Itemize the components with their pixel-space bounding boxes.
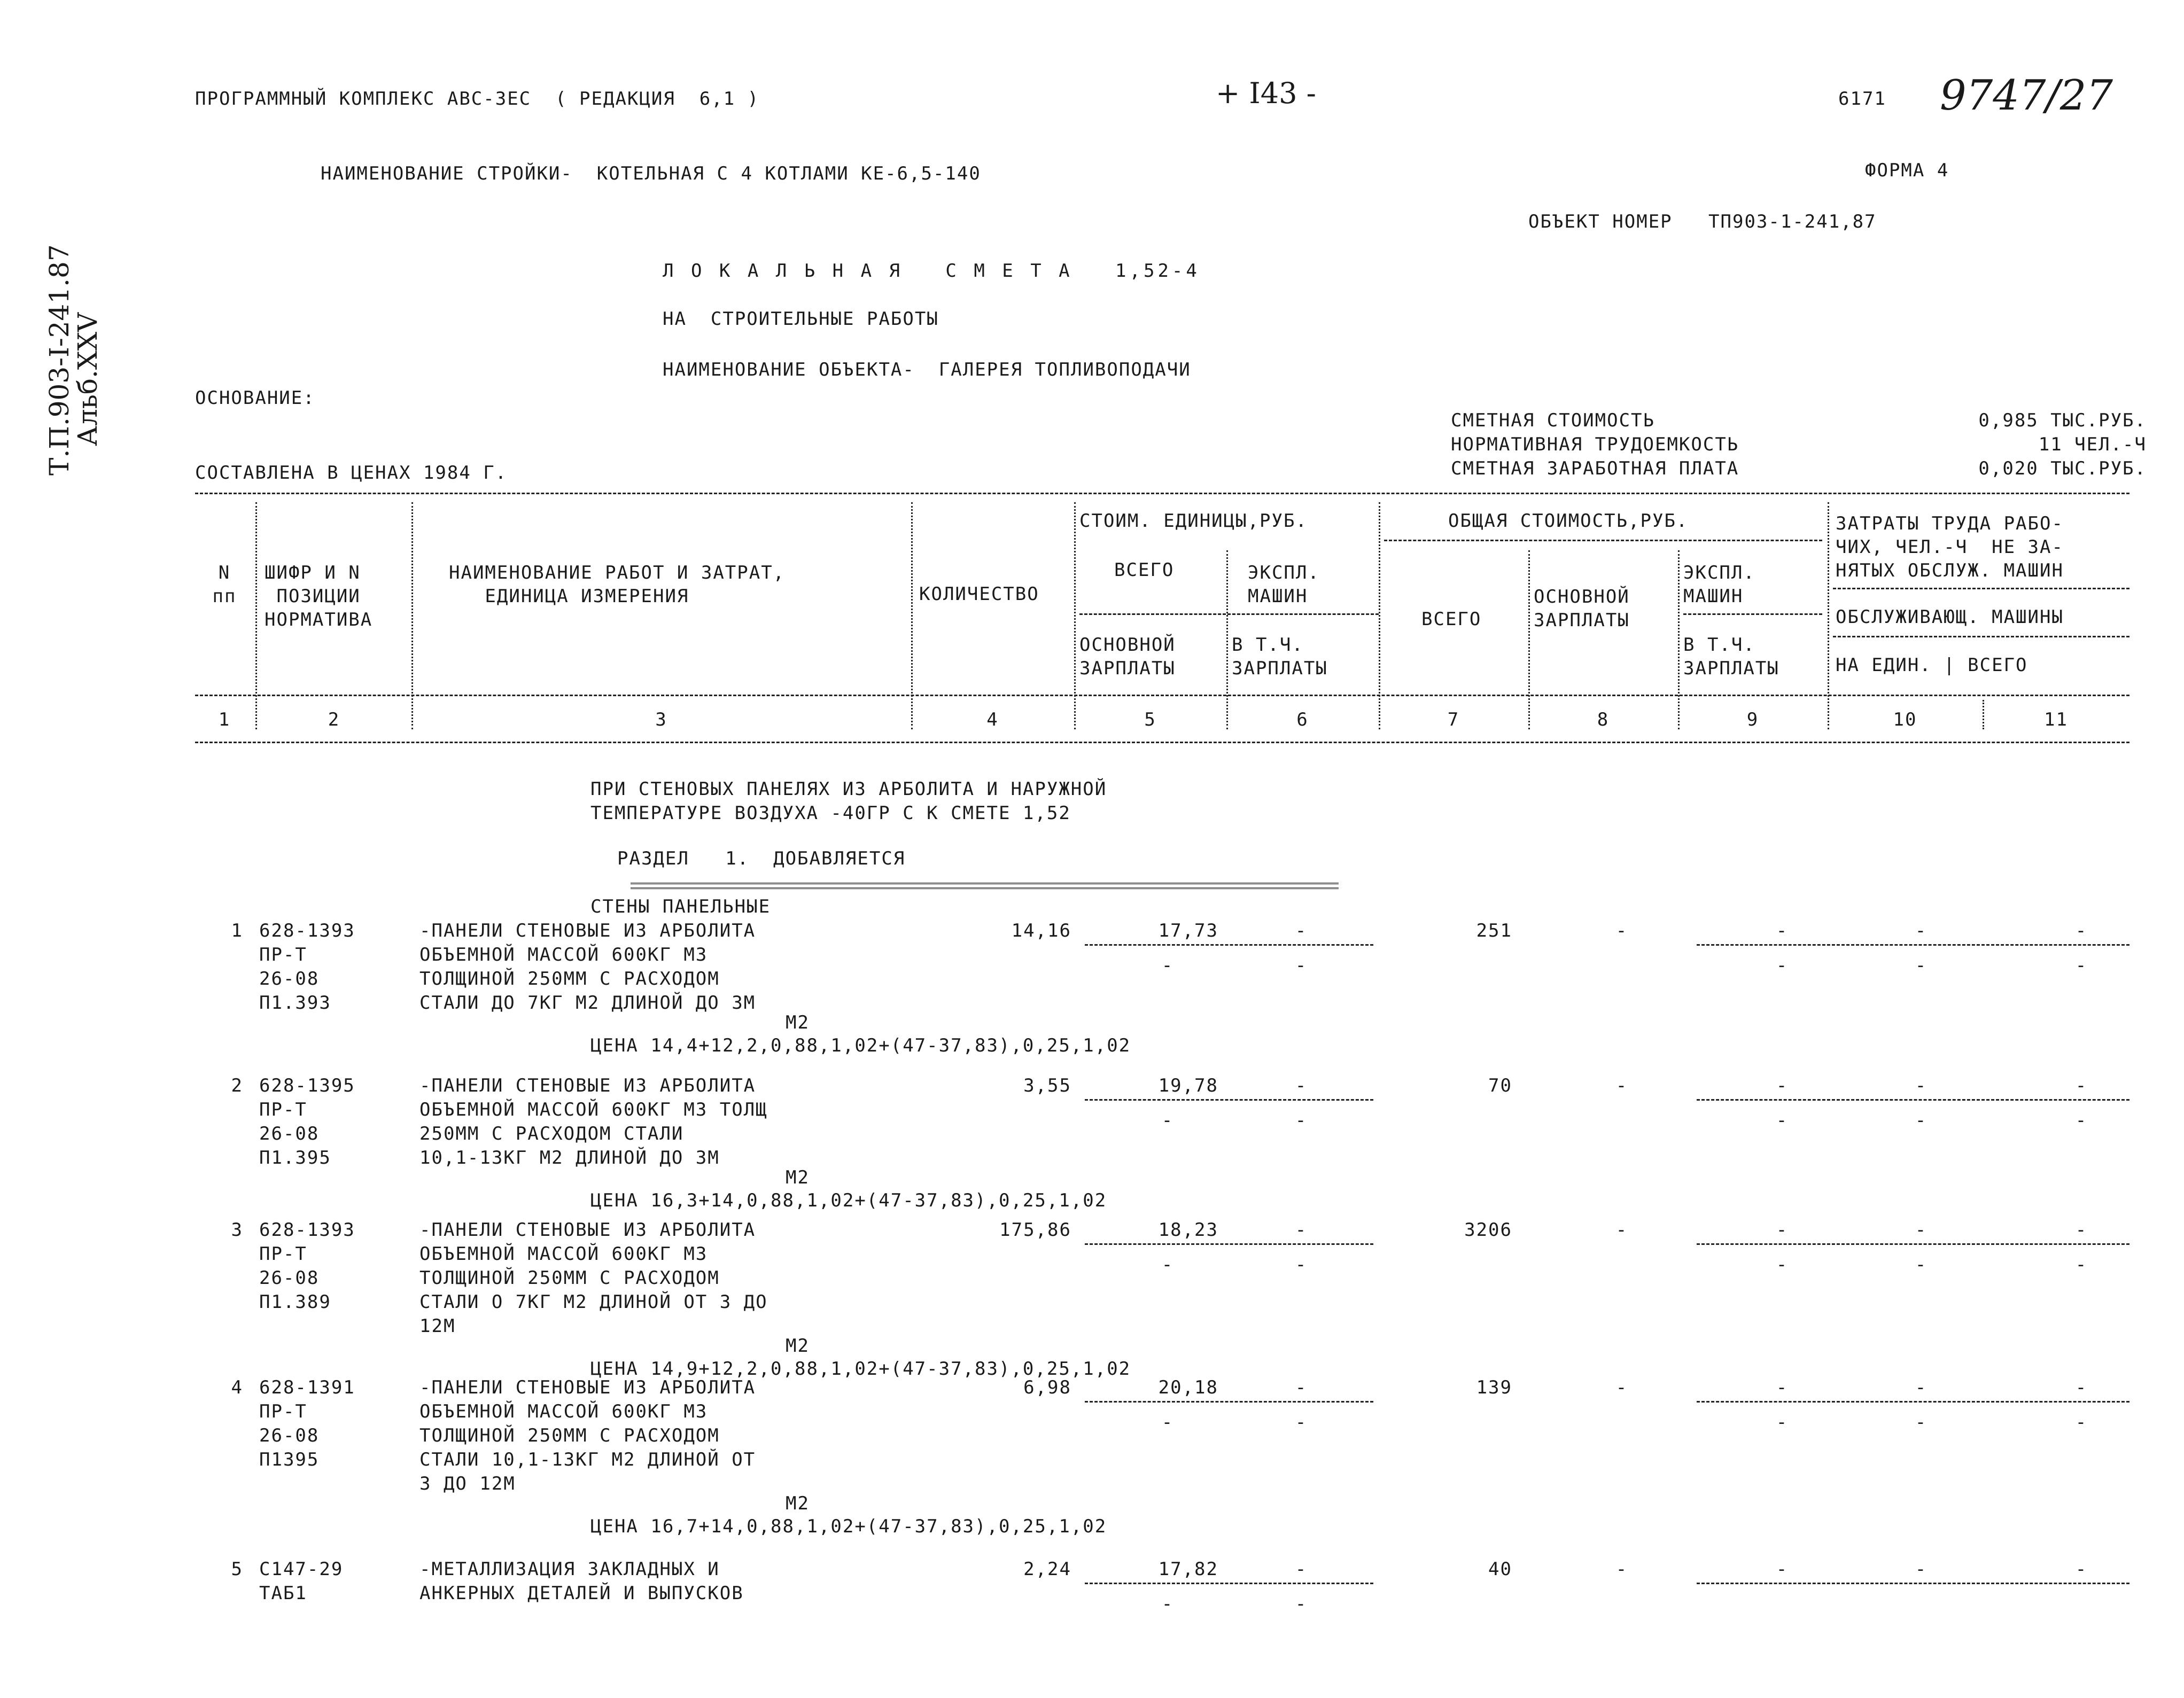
row-total-rule xyxy=(1697,1243,2129,1245)
object-number: ОБЪЕКТ НОМЕР ТП903-1-241,87 xyxy=(1528,211,1877,232)
row-price-formula: ЦЕНА 16,3+14,0,88,1,02+(47-37,83),0,25,1,02 xyxy=(590,1190,1107,1211)
col-num-8: 8 xyxy=(1597,709,1610,730)
row-unit-ekspl: - xyxy=(1295,1559,1308,1580)
row-unit: М2 xyxy=(786,1012,810,1033)
row-code: 628-1395 xyxy=(259,1075,355,1096)
row-description: СТАЛИ О 7КГ М2 ДЛИНОЙ ОТ 3 ДО xyxy=(419,1291,768,1313)
row-labor-total: - xyxy=(2075,1075,2088,1096)
row-description: ТОЛЩИНОЙ 250ММ С РАСХОДОМ xyxy=(419,968,720,990)
row-total-vtch: - xyxy=(1776,955,1789,976)
col-num-6: 6 xyxy=(1296,709,1309,730)
row-number: 5 xyxy=(231,1559,243,1580)
row-unit-vtch: - xyxy=(1295,1593,1308,1615)
row-description: АНКЕРНЫХ ДЕТАЛЕЙ И ВЫПУСКОВ xyxy=(419,1583,744,1604)
document-subtitle: НА СТРОИТЕЛЬНЫЕ РАБОТЫ xyxy=(663,308,939,330)
col-num-5: 5 xyxy=(1144,709,1156,730)
row-price-formula: ЦЕНА 14,9+12,2,0,88,1,02+(47-37,83),0,25,1,02 xyxy=(590,1358,1131,1380)
row-unit-ekspl: - xyxy=(1295,1075,1308,1096)
row-total-vtch: - xyxy=(1776,1110,1789,1131)
row-unit-osn: - xyxy=(1161,1412,1174,1433)
vsep xyxy=(255,502,257,729)
col-header-unit-vtch: В Т.Ч. ЗАРПЛАТЫ xyxy=(1232,634,1328,680)
row-labor-unit: - xyxy=(1915,1219,1927,1241)
row-quantity: 14,16 xyxy=(1011,920,1071,941)
col-num-10: 10 xyxy=(1893,709,1917,730)
page-number: + I43 - xyxy=(1216,76,1316,110)
row-unit-price-rule xyxy=(1085,1583,1373,1584)
intro-line-2: ТЕМПЕРАТУРЕ ВОЗДУХА -40ГР С К СМЕТЕ 1,52 xyxy=(590,803,1071,824)
section-title: РАЗДЕЛ 1. ДОБАВЛЯЕТСЯ xyxy=(617,848,906,869)
row-total-rule xyxy=(1697,944,2129,946)
row-unit-price: 18,23 xyxy=(1158,1219,1218,1241)
row-description: -ПАНЕЛИ СТЕНОВЫЕ ИЗ АРБОЛИТА xyxy=(419,1377,756,1398)
row-labor-total-2: - xyxy=(2075,1412,2088,1433)
col-header-unit-ekspl: ЭКСПЛ. МАШИН xyxy=(1248,562,1320,607)
row-total: 70 xyxy=(1488,1075,1512,1096)
vsep xyxy=(1379,502,1380,729)
row-number: 3 xyxy=(231,1219,243,1241)
hrule xyxy=(1833,636,2129,637)
col-num-7: 7 xyxy=(1447,709,1460,730)
row-total-rule xyxy=(1697,1583,2129,1584)
vsep xyxy=(1226,550,1228,729)
hrule xyxy=(1833,588,2129,589)
row-total-osn: - xyxy=(1615,1075,1628,1096)
summary-value-labor: 11 ЧЕЛ.-Ч xyxy=(2038,434,2147,455)
vsep xyxy=(1828,502,1829,729)
row-code: 628-1393 xyxy=(259,920,355,941)
row-labor-unit: - xyxy=(1915,920,1927,941)
row-unit-osn: - xyxy=(1161,1254,1174,1275)
row-code: 628-1391 xyxy=(259,1377,355,1398)
row-labor-total-2: - xyxy=(2075,955,2088,976)
row-total-vtch: - xyxy=(1776,1412,1789,1433)
row-unit-price: 17,82 xyxy=(1158,1559,1218,1580)
row-description: -МЕТАЛЛИЗАЦИЯ ЗАКЛАДНЫХ И xyxy=(419,1559,720,1580)
summary-label-wage: СМЕТНАЯ ЗАРАБОТНАЯ ПЛАТА xyxy=(1451,458,1739,479)
col-header-labor: ЗАТРАТЫ ТРУДА РАБО- ЧИХ, ЧЕЛ.-Ч НЕ ЗА- НЯТЫХ ОБСЛУЖ. МАШИН xyxy=(1836,513,2064,582)
hrule xyxy=(1683,613,1822,615)
row-price-formula: ЦЕНА 16,7+14,0,88,1,02+(47-37,83),0,25,1,02 xyxy=(590,1516,1107,1537)
col-num-3: 3 xyxy=(655,709,667,730)
header-rule-top xyxy=(195,493,2129,494)
row-total: 3206 xyxy=(1464,1219,1512,1241)
row-labor-unit: - xyxy=(1915,1377,1927,1398)
col-num-4: 4 xyxy=(986,709,999,730)
document-title: Л О К А Л Ь Н А Я С М Е Т А 1,52-4 xyxy=(663,260,1200,282)
row-unit-price: 17,73 xyxy=(1158,920,1218,941)
col-header-unit-osn: ОСНОВНОЙ ЗАРПЛАТЫ xyxy=(1079,634,1176,680)
intro-line-1: ПРИ СТЕНОВЫХ ПАНЕЛЯХ ИЗ АРБОЛИТА И НАРУЖНОЙ xyxy=(590,778,1107,800)
row-code: ПР-Т xyxy=(259,1099,307,1120)
col-header-total-ekspl: ЭКСПЛ. МАШИН xyxy=(1683,562,1755,607)
row-unit-vtch: - xyxy=(1295,1254,1308,1275)
row-code: 628-1393 xyxy=(259,1219,355,1241)
col-header-unit-total: ВСЕГО xyxy=(1114,559,1175,581)
row-description: ОБЪЕМНОЙ МАССОЙ 600КГ М3 xyxy=(419,1243,708,1265)
row-quantity: 2,24 xyxy=(1023,1559,1071,1580)
row-labor-unit: - xyxy=(1915,1075,1927,1096)
row-labor-unit-2: - xyxy=(1915,1412,1927,1433)
hrule xyxy=(1079,613,1379,615)
summary-value-wage: 0,020 ТЫС.РУБ. xyxy=(1978,458,2147,479)
col-header-code: ШИФР И N ПОЗИЦИИ НОРМАТИВА xyxy=(265,562,373,631)
col-header-total-cost: ОБЩАЯ СТОИМОСТЬ,РУБ. xyxy=(1448,510,1689,532)
col-header-unit-cost: СТОИМ. ЕДИНИЦЫ,РУБ. xyxy=(1079,510,1308,532)
row-unit: М2 xyxy=(786,1335,810,1357)
row-unit: М2 xyxy=(786,1167,810,1188)
row-code: ПР-Т xyxy=(259,1401,307,1422)
col-header-labor-machines: ОБСЛУЖИВАЮЩ. МАШИНЫ xyxy=(1836,606,2064,628)
construction-label: НАИМЕНОВАНИЕ СТРОЙКИ- КОТЕЛЬНАЯ С 4 КОТЛАМИ КЕ-6,5-140 xyxy=(321,163,981,184)
row-unit-price: 19,78 xyxy=(1158,1075,1218,1096)
row-unit-price-rule xyxy=(1085,1243,1373,1245)
row-code: П1.393 xyxy=(259,992,331,1014)
vsep xyxy=(411,502,413,729)
row-labor-unit-2: - xyxy=(1915,1110,1927,1131)
row-quantity: 3,55 xyxy=(1023,1075,1071,1096)
row-labor-total: - xyxy=(2075,920,2088,941)
row-unit-osn: - xyxy=(1161,955,1174,976)
col-header-total: ВСЕГО xyxy=(1421,609,1482,630)
basis-label: ОСНОВАНИЕ: xyxy=(195,387,315,409)
row-description: ОБЪЕМНОЙ МАССОЙ 600КГ М3 xyxy=(419,1401,708,1422)
row-code: 26-08 xyxy=(259,968,320,990)
row-description: ТОЛЩИНОЙ 250ММ С РАСХОДОМ xyxy=(419,1267,720,1289)
row-number: 4 xyxy=(231,1377,243,1398)
row-description: -ПАНЕЛИ СТЕНОВЫЕ ИЗ АРБОЛИТА xyxy=(419,1075,756,1096)
object-name: НАИМЕНОВАНИЕ ОБЪЕКТА- ГАЛЕРЕЯ ТОПЛИВОПОДАЧИ xyxy=(663,359,1191,380)
vsep xyxy=(1678,550,1680,729)
col-header-qty: КОЛИЧЕСТВО xyxy=(919,583,1039,605)
row-unit-ekspl: - xyxy=(1295,1219,1308,1241)
row-unit-vtch: - xyxy=(1295,1110,1308,1131)
row-description: СТАЛИ ДО 7КГ М2 ДЛИНОЙ ДО 3М xyxy=(419,992,756,1014)
column-number-rule xyxy=(195,742,2129,743)
row-unit-vtch: - xyxy=(1295,955,1308,976)
row-quantity: 175,86 xyxy=(999,1219,1071,1241)
row-unit-ekspl: - xyxy=(1295,1377,1308,1398)
row-code: 26-08 xyxy=(259,1425,320,1446)
row-description: 12М xyxy=(419,1315,456,1337)
row-unit: М2 xyxy=(786,1493,810,1514)
program-label: ПРОГРАММНЫЙ КОМПЛЕКС АВС-3ЕС ( РЕДАКЦИЯ 6,1 ) xyxy=(195,88,760,110)
row-labor-total: - xyxy=(2075,1377,2088,1398)
row-unit-osn: - xyxy=(1161,1593,1174,1615)
row-description: ОБЪЕМНОЙ МАССОЙ 600КГ М3 ТОЛЩ xyxy=(419,1099,768,1120)
row-code: ПР-Т xyxy=(259,944,307,965)
form-label: ФОРМА 4 xyxy=(1865,160,1949,181)
col-header-total-vtch: В Т.Ч. ЗАРПЛАТЫ xyxy=(1683,634,1779,680)
row-unit-price-rule xyxy=(1085,1099,1373,1101)
row-total-ekspl: - xyxy=(1776,1559,1789,1580)
row-description: 250ММ С РАСХОДОМ СТАЛИ xyxy=(419,1123,684,1144)
row-unit-ekspl: - xyxy=(1295,920,1308,941)
row-code: ПР-Т xyxy=(259,1243,307,1265)
row-total-vtch: - xyxy=(1776,1254,1789,1275)
row-description: -ПАНЕЛИ СТЕНОВЫЕ ИЗ АРБОЛИТА xyxy=(419,1219,756,1241)
col-header-total-osn: ОСНОВНОЙ ЗАРПЛАТЫ xyxy=(1534,586,1630,632)
side-stamp-line2: Альб.XXV xyxy=(72,312,103,446)
doc-code: 6171 xyxy=(1838,88,1886,110)
header-rule-bottom xyxy=(195,695,2129,696)
row-total-osn: - xyxy=(1615,1219,1628,1241)
row-description: СТАЛИ 10,1-13КГ М2 ДЛИНОЙ ОТ xyxy=(419,1449,756,1470)
summary-label-cost: СМЕТНАЯ СТОИМОСТЬ xyxy=(1451,410,1655,431)
row-labor-total-2: - xyxy=(2075,1110,2088,1131)
row-unit-price-rule xyxy=(1085,1401,1373,1403)
row-price-formula: ЦЕНА 14,4+12,2,0,88,1,02+(47-37,83),0,25,1,02 xyxy=(590,1035,1131,1056)
row-total-rule xyxy=(1697,1099,2129,1101)
col-header-name: НАИМЕНОВАНИЕ РАБОТ И ЗАТРАТ, ЕДИНИЦА ИЗМЕРЕНИЯ xyxy=(449,562,786,607)
col-num-11: 11 xyxy=(2044,709,2068,730)
vsep xyxy=(1528,550,1530,729)
hrule xyxy=(1384,540,1822,541)
row-code: П1.395 xyxy=(259,1147,331,1169)
row-total-osn: - xyxy=(1615,920,1628,941)
row-unit-vtch: - xyxy=(1295,1412,1308,1433)
row-total-ekspl: - xyxy=(1776,920,1789,941)
row-code: 26-08 xyxy=(259,1267,320,1289)
row-unit-osn: - xyxy=(1161,1110,1174,1131)
col-num-1: 1 xyxy=(218,709,231,730)
vsep xyxy=(911,502,913,729)
row-unit-price-rule xyxy=(1085,944,1373,946)
row-total-osn: - xyxy=(1615,1559,1628,1580)
vsep xyxy=(1074,502,1076,729)
summary-label-labor: НОРМАТИВНАЯ ТРУДОЕМКОСТЬ xyxy=(1451,434,1739,455)
col-header-labor-units: НА ЕДИН. | ВСЕГО xyxy=(1836,655,2028,676)
row-code: П1395 xyxy=(259,1449,320,1470)
col-num-9: 9 xyxy=(1746,709,1759,730)
row-code: 26-08 xyxy=(259,1123,320,1144)
row-unit-price: 20,18 xyxy=(1158,1377,1218,1398)
section-underline xyxy=(631,883,1339,889)
col-header-n: N пп xyxy=(212,562,237,607)
row-labor-unit: - xyxy=(1915,1559,1927,1580)
row-code: П1.389 xyxy=(259,1291,331,1313)
summary-value-cost: 0,985 ТЫС.РУБ. xyxy=(1978,410,2147,431)
row-total: 251 xyxy=(1476,920,1512,941)
side-stamp-line1: Т.П.903-I-241.87 xyxy=(44,244,75,476)
row-code: ТАБ1 xyxy=(259,1583,307,1604)
row-total-rule xyxy=(1697,1401,2129,1403)
prices-label: СОСТАВЛЕНА В ЦЕНАХ 1984 Г. xyxy=(195,462,508,484)
row-description: -ПАНЕЛИ СТЕНОВЫЕ ИЗ АРБОЛИТА xyxy=(419,920,756,941)
row-description: ТОЛЩИНОЙ 250ММ С РАСХОДОМ xyxy=(419,1425,720,1446)
col-num-2: 2 xyxy=(328,709,340,730)
side-stamp xyxy=(45,244,102,476)
row-description: ОБЪЕМНОЙ МАССОЙ 600КГ М3 xyxy=(419,944,708,965)
row-labor-total-2: - xyxy=(2075,1254,2088,1275)
row-labor-unit-2: - xyxy=(1915,955,1927,976)
row-total: 139 xyxy=(1476,1377,1512,1398)
handwritten-number: 9747/27 xyxy=(1940,72,2113,120)
row-number: 1 xyxy=(231,920,243,941)
row-labor-unit-2: - xyxy=(1915,1254,1927,1275)
row-quantity: 6,98 xyxy=(1023,1377,1071,1398)
row-code: С147-29 xyxy=(259,1559,344,1580)
row-total: 40 xyxy=(1488,1559,1512,1580)
row-total-osn: - xyxy=(1615,1377,1628,1398)
row-labor-total: - xyxy=(2075,1219,2088,1241)
row-description: 10,1-13КГ М2 ДЛИНОЙ ДО 3М xyxy=(419,1147,720,1169)
subsection-title: СТЕНЫ ПАНЕЛЬНЫЕ xyxy=(590,896,771,917)
row-description: 3 ДО 12М xyxy=(419,1473,516,1494)
row-total-ekspl: - xyxy=(1776,1377,1789,1398)
row-total-ekspl: - xyxy=(1776,1219,1789,1241)
row-labor-total: - xyxy=(2075,1559,2088,1580)
row-number: 2 xyxy=(231,1075,243,1096)
row-total-ekspl: - xyxy=(1776,1075,1789,1096)
